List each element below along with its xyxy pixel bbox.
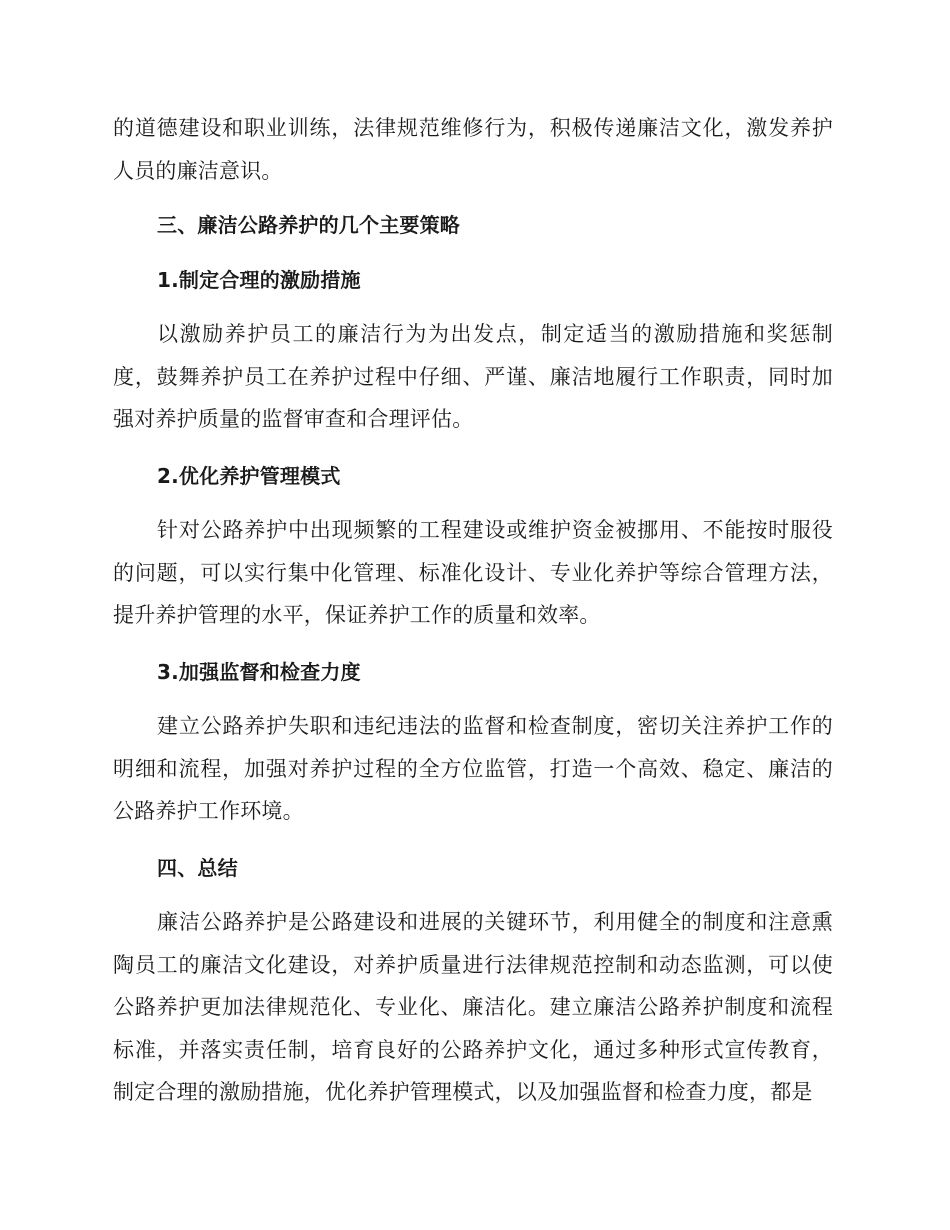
spacer [113,693,833,705]
spacer [113,247,833,259]
spacer [113,192,833,204]
subheading-supervision: 3.加强监督和检查力度 [157,659,361,684]
paragraph-summary: 廉洁公路养护是公路建设和进展的关键环节，利用健全的制度和注意熏陶员工的廉洁文化建设，对养护质量进行法律规范控制和动态监测，可以使公路养护更加法律规范化、专业化、廉洁化。建立廉洁公路养护制度和流程标准，并落实责任制，培育良好的公路养护文化，通过多种形式宣传教育，制定合理的激励措施，优化养护管理模式，以及加强监督和检查力度，都是 [113,910,833,1104]
spacer [113,833,833,847]
subheading-incentives: 1.制定合理的激励措施 [157,267,361,292]
paragraph-incentives: 以激励养护员工的廉洁行为为出发点，制定适当的激励措施和奖惩制度，鼓舞养护员工在养护过程中仔细、严谨、廉洁地履行工作职责，同时加强对养护质量的监督审查和合理评估。 [113,322,833,431]
paragraph-management-mode: 针对公路养护中出现频繁的工程建设或维护资金被挪用、不能按时服役的问题，可以实行集中化管理、标准化设计、专业化养护等综合管理方法，提升养护管理的水平，保证养护工作的质量和效率。 [113,518,833,627]
spacer [113,889,833,901]
paragraph-supervision: 建立公路养护失职和违纪违法的监督和检查制度，密切关注养护工作的明细和流程，加强对养护过程的全方位监管，打造一个高效、稳定、廉洁的公路养护工作环境。 [113,714,833,823]
spacer [113,637,833,651]
paragraph-continuation: 的道德建设和职业训练，法律规范维修行为，积极传递廉洁文化，激发养护人员的廉洁意识。 [113,116,833,183]
spacer [113,441,833,455]
subheading-management-mode: 2.优化养护管理模式 [157,463,341,488]
section-heading-strategies: 三、廉洁公路养护的几个主要策略 [157,213,460,237]
section-heading-summary: 四、总结 [157,855,238,880]
spacer [113,497,833,509]
document-body [113,107,833,1114]
spacer [113,301,833,313]
